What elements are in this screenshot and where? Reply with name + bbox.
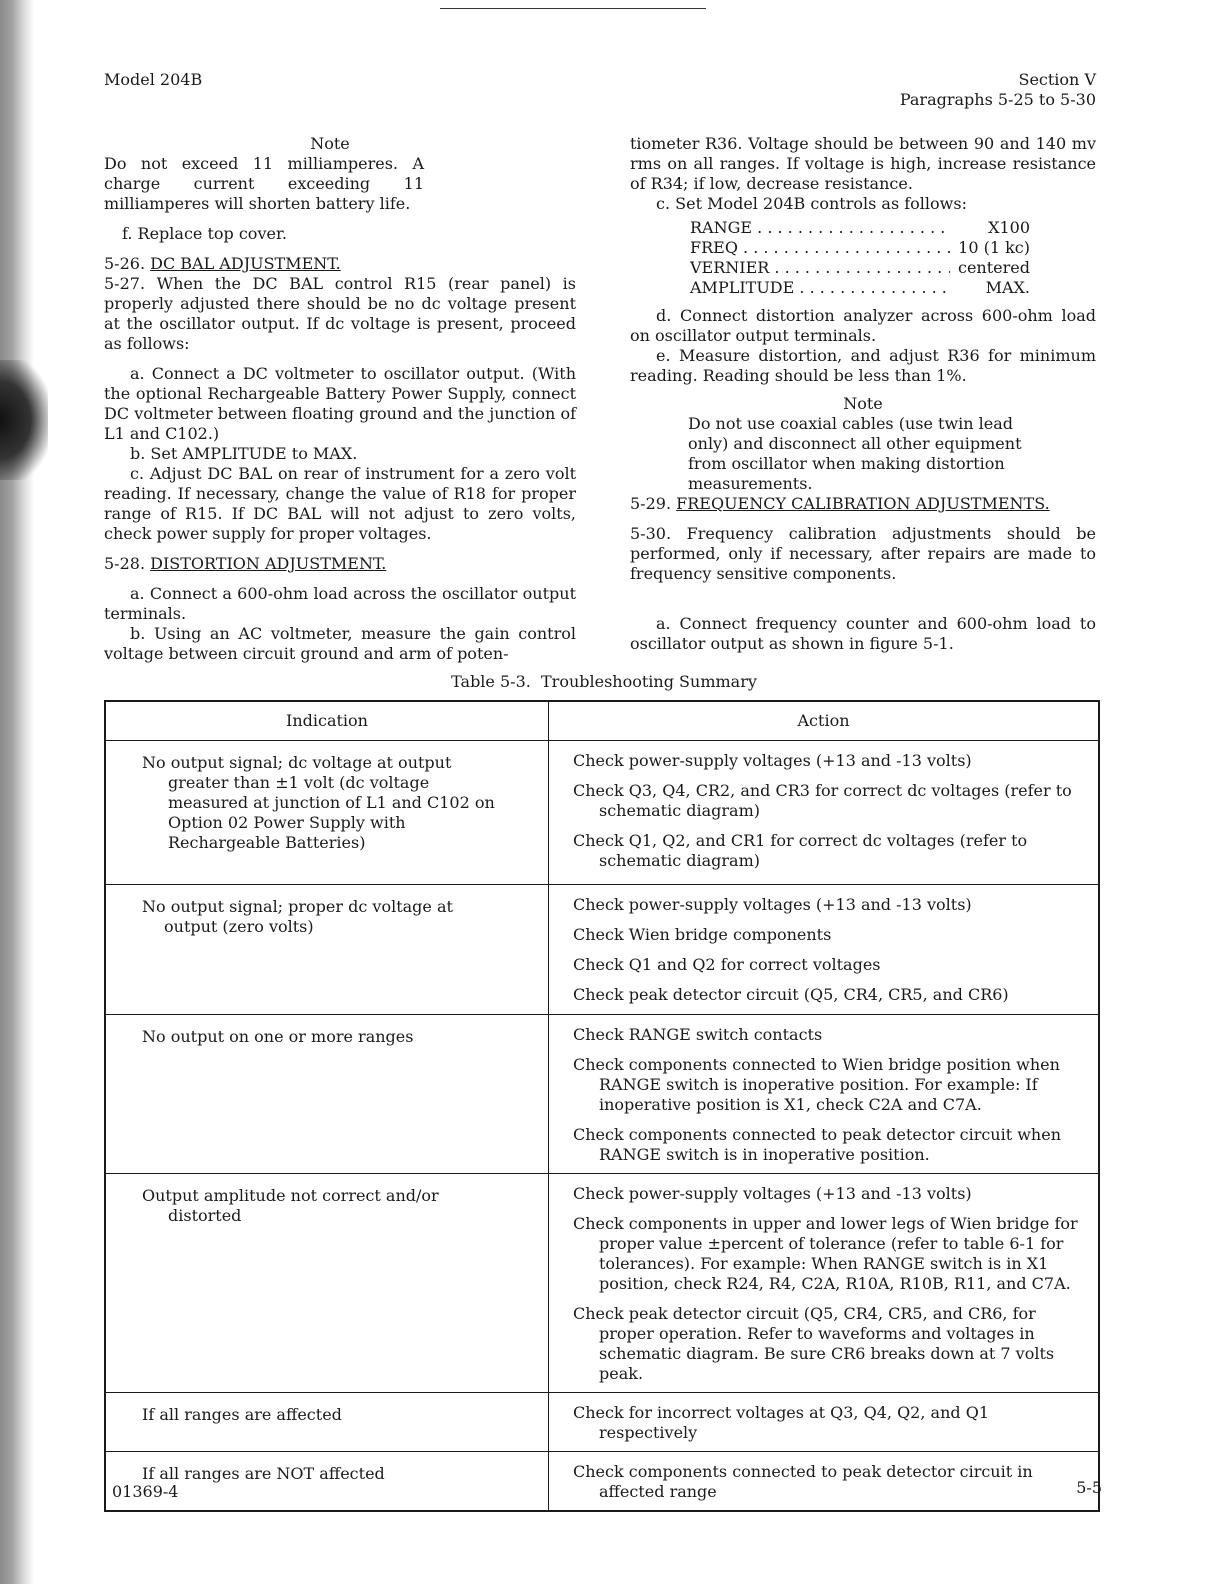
dcbal-step-b: b. Set AMPLITUDE to MAX.	[130, 444, 358, 463]
control-name: FREQ . . .	[690, 238, 950, 258]
action-item: Check for incorrect voltages at Q3, Q4, Q2, and Q1 respectively	[573, 1403, 989, 1442]
note-title: Note	[843, 394, 883, 413]
action-cell	[549, 885, 1100, 1015]
heading-5-26-number: 5-26.	[104, 254, 146, 273]
heading-5-29	[630, 494, 1096, 514]
indication-text: No output signal; proper dc voltage at output (zero volts)	[142, 897, 453, 936]
indication-cell	[105, 1393, 549, 1452]
indication-text: If all ranges are affected	[142, 1405, 342, 1424]
control-setting	[690, 258, 1030, 278]
column-header-action: Action	[549, 701, 1100, 741]
action-item: Check power-supply voltages (+13 and -13 volts)	[573, 751, 972, 770]
indication-text: Output amplitude not correct and/or distorted	[142, 1186, 439, 1225]
indication-cell	[105, 1015, 549, 1174]
distortion-step-b-continued: tiometer R36. Voltage should be between 90 and 140 mv rms on all ranges. If voltage is high, increase resistance of R34; if low, decrease resistance.	[630, 134, 1096, 193]
step-f: f. Replace top cover.	[122, 224, 287, 243]
action-item: Check peak detector circuit (Q5, CR4, CR5, and CR6, for proper operation. Refer to waveforms and voltages in schematic diagram. Be sure CR6 breaks down at 7 volts peak.	[573, 1304, 1055, 1383]
table-row	[105, 1452, 1099, 1512]
paragraph-5-27: 5-27. When the DC BAL control R15 (rear panel) is properly adjusted there should be no dc voltage present at the oscillator output. If dc voltage is present, proceed as follows:	[104, 274, 576, 353]
indication-text: No output signal; dc voltage at output greater than ±1 volt (dc voltage measured at junction of L1 and C102 on Option 02 Power Supply with Rechargeable Batteries)	[142, 753, 495, 852]
action-cell	[549, 1452, 1100, 1512]
control-setting	[690, 278, 1030, 298]
control-value: X100	[988, 218, 1030, 237]
action-item: Check Q1 and Q2 for correct voltages	[573, 955, 881, 974]
indication-text: No output on one or more ranges	[142, 1027, 414, 1046]
heading-5-29-title: FREQUENCY CALIBRATION ADJUSTMENTS.	[676, 494, 1050, 513]
table-row	[105, 1393, 1099, 1452]
action-item: Check components connected to Wien bridge position when RANGE switch is inoperative position. For example: If inoperative position is X1, check C2A and C7A.	[573, 1055, 1060, 1114]
heading-5-26-title: DC BAL ADJUSTMENT.	[150, 254, 341, 273]
action-item: Check components connected to peak detector circuit when RANGE switch is in inoperative position.	[573, 1125, 1062, 1164]
footer-doc-number: 01369-4	[112, 1482, 179, 1501]
controls-list	[630, 218, 1096, 298]
column-header-indication: Indication	[105, 701, 549, 741]
table-caption: Table 5-3. Troubleshooting Summary	[451, 672, 757, 691]
distortion-step-b: b. Using an AC voltmeter, measure the gain control voltage between circuit ground and arm of poten-	[104, 624, 576, 663]
control-value: 10 (1 kc)	[958, 238, 1030, 257]
distortion-step-e: e. Measure distortion, and adjust R36 for minimum reading. Reading should be less than 1%.	[630, 346, 1096, 385]
scan-binding-mark	[0, 360, 48, 480]
distortion-step-c: c. Set Model 204B controls as follows:	[656, 194, 967, 213]
paragraph-5-30: 5-30. Frequency calibration adjustments should be performed, only if necessary, after repairs are made to frequency sensitive components.	[630, 524, 1096, 583]
action-cell	[549, 1015, 1100, 1174]
action-item: Check peak detector circuit (Q5, CR4, CR5, and CR6)	[573, 985, 1009, 1004]
action-item: Check components in upper and lower legs of Wien bridge for proper value ±percent of tolerance (refer to table 6-1 for tolerances). For example: When RANGE switch is in X1 position, check R24, R4, C2A, R10A, R10B, R11, and C7A.	[573, 1214, 1078, 1293]
dcbal-step-c: c. Adjust DC BAL on rear of instrument for a zero volt reading. If necessary, change the value of R18 for proper range of R15. If DC BAL will not adjust to zero volts, check power supply for proper voltages.	[104, 464, 576, 543]
header-section: Section V	[1018, 70, 1096, 89]
table-row	[105, 885, 1099, 1015]
indication-cell	[105, 741, 549, 885]
header-paragraphs: Paragraphs 5-25 to 5-30	[899, 90, 1096, 109]
table-row	[105, 1174, 1099, 1393]
distortion-step-a: a. Connect a 600-ohm load across the oscillator output terminals.	[104, 584, 576, 623]
top-rule	[440, 8, 706, 9]
scan-binding-shadow	[0, 0, 34, 1584]
freq-step-a: a. Connect frequency counter and 600-ohm load to oscillator output as shown in figure 5-1.	[630, 614, 1096, 653]
action-item: Check RANGE switch contacts	[573, 1025, 823, 1044]
control-value: centered	[958, 258, 1030, 277]
indication-cell	[105, 885, 549, 1015]
note-body: Do not exceed 11 milliamperes. A charge current exceeding 11 milliamperes will shorten battery life.	[104, 154, 424, 213]
troubleshooting-table	[104, 700, 1100, 1512]
heading-5-28	[104, 554, 576, 574]
action-item: Check power-supply voltages (+13 and -13 volts)	[573, 895, 972, 914]
left-column	[104, 134, 576, 664]
indication-text: If all ranges are NOT affected	[142, 1464, 385, 1483]
action-cell	[549, 741, 1100, 885]
action-item: Check Wien bridge components	[573, 925, 832, 944]
note-body: Do not use coaxial cables (use twin lead only) and disconnect all other equipment from oscillator when making distortion measurements.	[688, 414, 1022, 493]
dcbal-step-a: a. Connect a DC voltmeter to oscillator output. (With the optional Rechargeable Battery Power Supply, connect DC voltmeter between floating ground and the junction of L1 and C102.)	[104, 364, 576, 443]
control-setting	[690, 218, 1030, 238]
action-item: Check Q3, Q4, CR2, and CR3 for correct dc voltages (refer to schematic diagram)	[573, 781, 1072, 820]
heading-5-28-title: DISTORTION ADJUSTMENT.	[150, 554, 387, 573]
control-name: AMPLITUDE . . .	[690, 278, 950, 298]
heading-5-26	[104, 254, 576, 274]
distortion-step-d: d. Connect distortion analyzer across 600-ohm load on oscillator output terminals.	[630, 306, 1096, 345]
action-cell	[549, 1174, 1100, 1393]
table-header-row	[105, 701, 1099, 741]
table-row	[105, 741, 1099, 885]
control-value: MAX.	[985, 278, 1030, 297]
action-item: Check components connected to peak detector circuit in affected range	[573, 1462, 1033, 1501]
heading-5-28-number: 5-28.	[104, 554, 146, 573]
action-cell	[549, 1393, 1100, 1452]
action-item: Check Q1, Q2, and CR1 for correct dc voltages (refer to schematic diagram)	[573, 831, 1028, 870]
control-name: RANGE . . .	[690, 218, 950, 238]
header-model: Model 204B	[104, 70, 203, 89]
table-row	[105, 1015, 1099, 1174]
heading-5-29-number: 5-29.	[630, 494, 672, 513]
control-name: VERNIER . . .	[690, 258, 950, 278]
indication-cell	[105, 1174, 549, 1393]
right-column	[630, 134, 1096, 654]
note-title: Note	[310, 134, 350, 153]
control-setting	[690, 238, 1030, 258]
action-item: Check power-supply voltages (+13 and -13 volts)	[573, 1184, 972, 1203]
footer-page-number: 5-5	[1076, 1478, 1102, 1497]
